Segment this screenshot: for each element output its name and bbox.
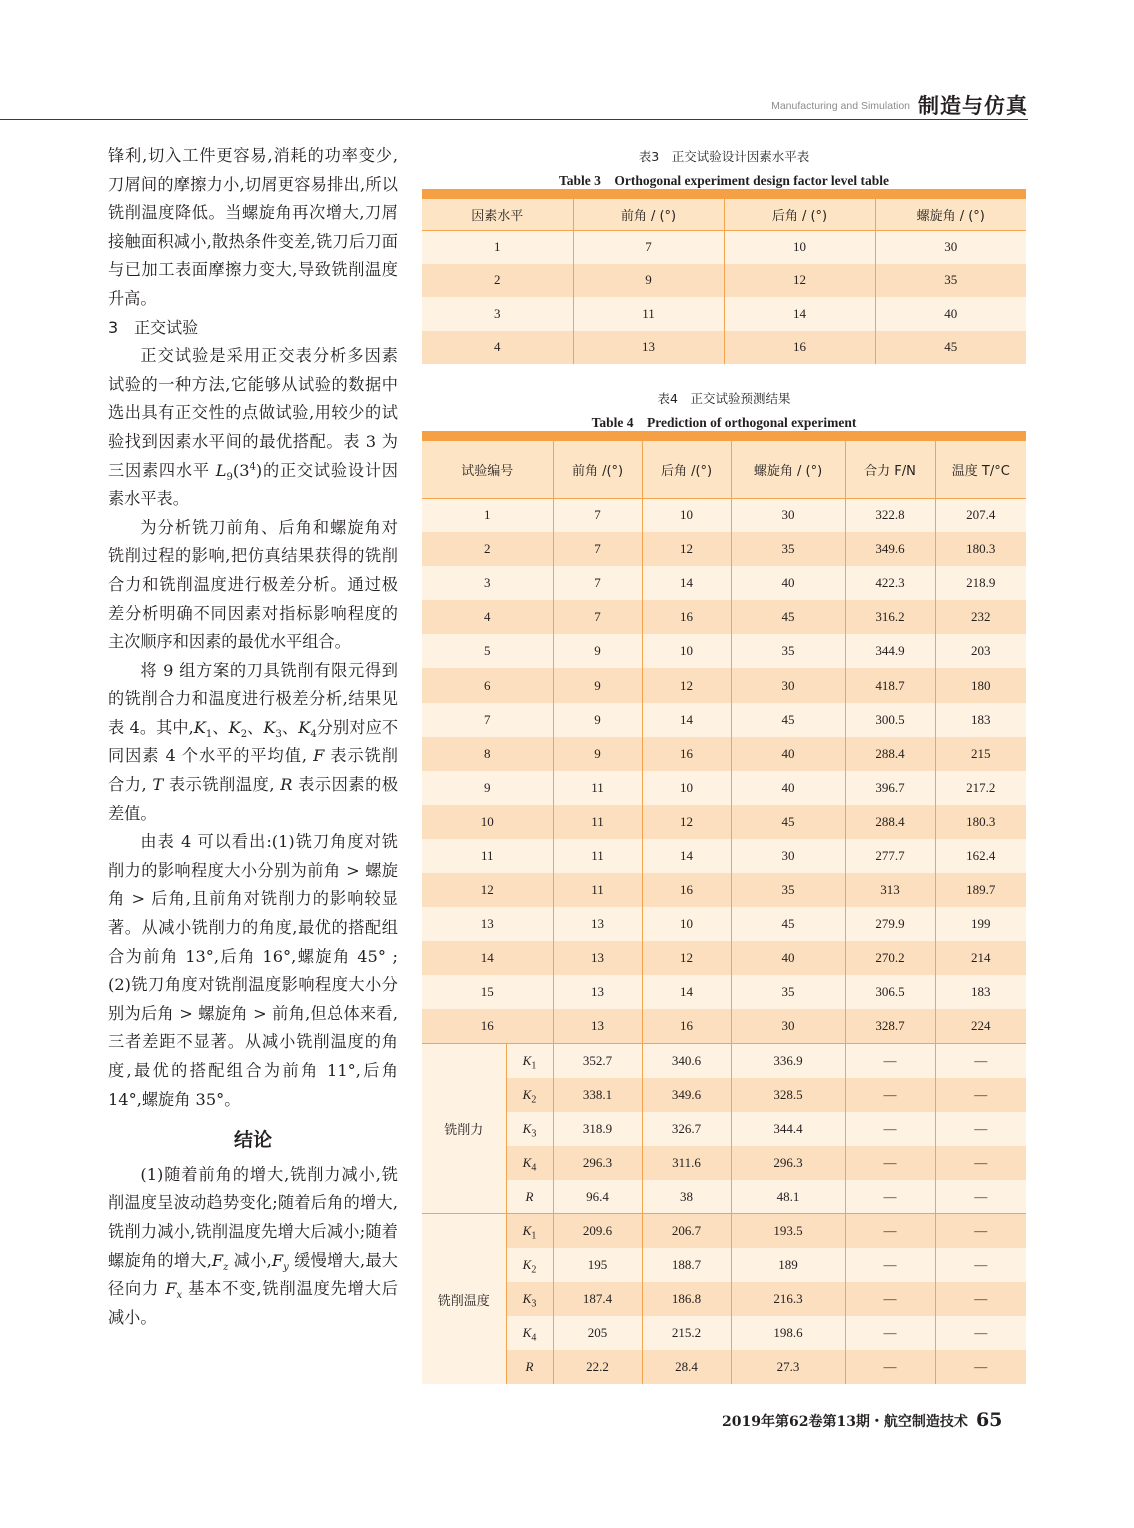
table-cell: 30 [731, 839, 845, 873]
table-cell: 16 [724, 331, 875, 365]
table-cell: 326.7 [642, 1112, 731, 1146]
table-cell: 15 [422, 975, 553, 1009]
table-cell: 14 [642, 975, 731, 1009]
table4-caption-en: Table 4 Prediction of orthogonal experiment [591, 415, 857, 430]
table3-top-bar [422, 189, 1026, 199]
table-cell: 322.8 [845, 498, 935, 532]
table-cell: 422.3 [845, 566, 935, 600]
table-cell: 338.1 [553, 1078, 642, 1112]
table4-row [422, 532, 1026, 566]
table3-factor-levels [422, 199, 1026, 364]
table4-stat-symbol: $K_3$ [506, 1282, 553, 1316]
table-cell: 30 [731, 1009, 845, 1043]
table4-header-cell: 后角 /(°) [642, 441, 731, 498]
table-cell: — [935, 1350, 1026, 1384]
table-cell: 30 [731, 498, 845, 532]
running-header-chinese: 制造与仿真 [918, 94, 1028, 118]
table-cell: 328.5 [731, 1078, 845, 1112]
table-cell: 40 [731, 941, 845, 975]
table4-header-cell: 螺旋角 / (°) [731, 441, 845, 498]
table-cell: 9 [573, 264, 724, 298]
header-rule [0, 119, 1028, 120]
table-cell: 215 [935, 737, 1026, 771]
paragraph-range-analysis: 为分析铣刀前角、后角和螺旋角对铣削过程的影响,把仿真结果获得的铣削合力和铣削温度进行极差分析。通过极差分析明确不同因素对指标影响程度的主次顺序和因素的最优水平组合。 [108, 517, 398, 652]
table-cell: — [935, 1282, 1026, 1316]
table-cell: 4 [422, 600, 553, 634]
table-cell: 30 [731, 668, 845, 702]
conclusion-heading: 结论 [233, 1129, 272, 1152]
table4-summary-row [422, 1248, 1026, 1282]
table-cell: 40 [731, 737, 845, 771]
table4-stat-symbol: $K_2$ [506, 1248, 553, 1282]
table-cell: 214 [935, 941, 1026, 975]
table4-top-bar [422, 431, 1026, 441]
table3-header-cell: 因素水平 [422, 199, 573, 230]
table4-row [422, 498, 1026, 532]
table4-summary-row [422, 1112, 1026, 1146]
table4-summary-row [422, 1180, 1026, 1214]
table-cell: 349.6 [845, 532, 935, 566]
table4-group-label: 铣削力 [422, 1044, 506, 1214]
table-cell: 418.7 [845, 668, 935, 702]
table4-header-cell: 合力 F/N [845, 441, 935, 498]
table-cell: — [935, 1078, 1026, 1112]
table-cell: 187.4 [553, 1282, 642, 1316]
table-cell: — [845, 1078, 935, 1112]
table-cell: 45 [731, 703, 845, 737]
table-cell: — [845, 1112, 935, 1146]
table-cell: 11 [553, 805, 642, 839]
table3-header-cell: 前角 / (°) [573, 199, 724, 230]
table4-summary-row [422, 1350, 1026, 1384]
table-cell: 296.3 [553, 1146, 642, 1180]
table-cell: — [935, 1316, 1026, 1350]
table-cell: 12 [642, 532, 731, 566]
table-cell: 22.2 [553, 1350, 642, 1384]
table-cell: 344.9 [845, 634, 935, 668]
table-cell: 162.4 [935, 839, 1026, 873]
table4-header-cell: 试验编号 [422, 441, 553, 498]
table-cell: 40 [731, 566, 845, 600]
table-cell: 203 [935, 634, 1026, 668]
table-cell: — [935, 1044, 1026, 1078]
table-cell: 396.7 [845, 771, 935, 805]
table-cell: — [845, 1350, 935, 1384]
table4-stat-symbol: $K_1$ [506, 1214, 553, 1248]
table-cell: 198.6 [731, 1316, 845, 1350]
table-cell: 10 [642, 771, 731, 805]
table-cell: — [845, 1044, 935, 1078]
table-cell: 14 [422, 941, 553, 975]
table-cell: 277.7 [845, 839, 935, 873]
table-cell: 45 [731, 600, 845, 634]
table4-row [422, 907, 1026, 941]
table-cell: 13 [553, 941, 642, 975]
table-cell: 27.3 [731, 1350, 845, 1384]
table-cell: — [935, 1180, 1026, 1214]
table-cell: 7 [553, 498, 642, 532]
table-cell: 344.4 [731, 1112, 845, 1146]
table-cell: 328.7 [845, 1009, 935, 1043]
table4-summary-row [422, 1044, 1026, 1078]
table4-row [422, 703, 1026, 737]
table-cell: 288.4 [845, 737, 935, 771]
table4-group-label: 铣削温度 [422, 1214, 506, 1384]
table-cell: 11 [553, 839, 642, 873]
table4-row [422, 771, 1026, 805]
table-cell: 45 [875, 331, 1026, 365]
table-cell: 10 [724, 230, 875, 264]
table-cell: 12 [724, 264, 875, 298]
table-cell: 206.7 [642, 1214, 731, 1248]
table4-row [422, 737, 1026, 771]
table4-stat-symbol: $K_4$ [506, 1146, 553, 1180]
table-cell: 9 [553, 668, 642, 702]
table-cell: 38 [642, 1180, 731, 1214]
table4-row [422, 668, 1026, 702]
table-cell: 14 [642, 703, 731, 737]
table-cell: 199 [935, 907, 1026, 941]
table-cell: 2 [422, 532, 553, 566]
table-cell: 13 [553, 1009, 642, 1043]
table-cell: 7 [553, 532, 642, 566]
table-cell: 311.6 [642, 1146, 731, 1180]
table-cell: 188.7 [642, 1248, 731, 1282]
table3-row [422, 230, 1026, 264]
table-cell: 12 [642, 668, 731, 702]
table-cell: — [935, 1214, 1026, 1248]
table-cell: 14 [642, 566, 731, 600]
table-cell: — [845, 1214, 935, 1248]
table-cell: 10 [422, 805, 553, 839]
table4-row [422, 805, 1026, 839]
table4-row [422, 941, 1026, 975]
table-cell: 2 [422, 264, 573, 298]
table-cell: 352.7 [553, 1044, 642, 1078]
paragraph-continued: 锋利,切入工件更容易,消耗的功率变少,刀屑间的摩擦力小,切屑更容易排出,所以铣削温度降低。当螺旋角再次增大,刀屑接触面积减小,散热条件变差,铣刀后刀面与已加工表面摩擦力变大,导致铣削温度升高。 [108, 146, 398, 308]
table-cell: 16 [642, 1009, 731, 1043]
table-cell: 16 [642, 873, 731, 907]
table4-row [422, 600, 1026, 634]
table-cell: 218.9 [935, 566, 1026, 600]
table-cell: 313 [845, 873, 935, 907]
table-cell: 48.1 [731, 1180, 845, 1214]
table-cell: 316.2 [845, 600, 935, 634]
table-cell: 336.9 [731, 1044, 845, 1078]
table-cell: 189 [731, 1248, 845, 1282]
table-cell: 11 [553, 873, 642, 907]
table4-stat-symbol: $K_3$ [506, 1112, 553, 1146]
table-cell: — [845, 1248, 935, 1282]
table4-stat-symbol: $K_2$ [506, 1078, 553, 1112]
table-cell: 9 [553, 703, 642, 737]
table-cell: — [935, 1248, 1026, 1282]
table-cell: 7 [553, 600, 642, 634]
table-cell: 186.8 [642, 1282, 731, 1316]
table4-caption-zh: 表4 正交试验预测结果 [657, 391, 791, 406]
table-cell: 12 [422, 873, 553, 907]
table-cell: 45 [731, 907, 845, 941]
table4-stat-symbol: $K_4$ [506, 1316, 553, 1350]
table-cell: 1 [422, 230, 573, 264]
table4-header-cell: 温度 T/°C [935, 441, 1026, 498]
table4-prediction-results [422, 441, 1026, 1384]
section-heading-3: 3 正交试验 [108, 317, 199, 337]
table4-summary-row [422, 1214, 1026, 1248]
table-cell: 40 [875, 297, 1026, 331]
table-cell: — [845, 1180, 935, 1214]
table-cell: 318.9 [553, 1112, 642, 1146]
table4-stat-symbol: $K_1$ [506, 1044, 553, 1078]
table-cell: 35 [731, 532, 845, 566]
table-cell: 8 [422, 737, 553, 771]
table-cell: 9 [553, 737, 642, 771]
table4-stat-symbol: R [506, 1180, 553, 1214]
table-cell: 3 [422, 566, 553, 600]
table-cell: 6 [422, 668, 553, 702]
table-cell: 300.5 [845, 703, 935, 737]
table-cell: 13 [553, 975, 642, 1009]
table-cell: 14 [724, 297, 875, 331]
table-cell: 28.4 [642, 1350, 731, 1384]
table3-caption-zh: 表3 正交试验设计因素水平表 [638, 149, 810, 164]
table3-caption-en: Table 3 Orthogonal experiment design factor level table [559, 173, 889, 188]
table-cell: — [935, 1112, 1026, 1146]
table-cell: 35 [875, 264, 1026, 298]
table4-row [422, 566, 1026, 600]
table-cell: 349.6 [642, 1078, 731, 1112]
table-cell: 215.2 [642, 1316, 731, 1350]
table-cell: 40 [731, 771, 845, 805]
paragraph-conclusion-1: (1)随着前角的增大,铣削力减小,铣削温度呈波动趋势变化;随着后角的增大,铣削力减小,铣削温度先增大后减小;随着螺旋角的增大$,F_z$ 减小$,F_y$ 缓慢增大,最大径向力 $F_x$ 基本不变,铣削温度先增大后减小。 [108, 1164, 398, 1327]
table-cell: 35 [731, 975, 845, 1009]
table-cell: 189.7 [935, 873, 1026, 907]
table-cell: — [845, 1146, 935, 1180]
journal-citation: 2019年第62卷第13期・航空制造技术 [722, 1414, 968, 1430]
table-cell: 35 [731, 873, 845, 907]
table-cell: 11 [573, 297, 724, 331]
table-cell: 16 [642, 737, 731, 771]
table-cell: 232 [935, 600, 1026, 634]
table3-row [422, 297, 1026, 331]
table-cell: 16 [642, 600, 731, 634]
table3-row [422, 331, 1026, 365]
table-cell: 35 [731, 634, 845, 668]
table3-header-cell: 螺旋角 / (°) [875, 199, 1026, 230]
table-cell: 7 [422, 703, 553, 737]
table-cell: 7 [573, 230, 724, 264]
table-cell: 296.3 [731, 1146, 845, 1180]
table-cell: 180.3 [935, 532, 1026, 566]
table-cell: 180 [935, 668, 1026, 702]
table-cell: 270.2 [845, 941, 935, 975]
table4-row [422, 873, 1026, 907]
table4-summary-row [422, 1078, 1026, 1112]
table-cell: 7 [553, 566, 642, 600]
table-cell: 30 [875, 230, 1026, 264]
table-cell: 180.3 [935, 805, 1026, 839]
table4-summary-row [422, 1282, 1026, 1316]
table4-row [422, 634, 1026, 668]
table-cell: 16 [422, 1009, 553, 1043]
table-cell: 183 [935, 975, 1026, 1009]
page-number: 65 [975, 1409, 1003, 1431]
table-cell: 224 [935, 1009, 1026, 1043]
table-cell: 340.6 [642, 1044, 731, 1078]
table-cell: 209.6 [553, 1214, 642, 1248]
table-cell: 12 [642, 805, 731, 839]
table4-summary-row [422, 1146, 1026, 1180]
table-cell: — [845, 1316, 935, 1350]
table-cell: 1 [422, 498, 553, 532]
table-cell: 10 [642, 498, 731, 532]
table-cell: 9 [553, 634, 642, 668]
page-footer [722, 1409, 1002, 1431]
paragraph-orthogonal-intro: 正交试验是采用正交表分析多因素试验的一种方法,它能够从试验的数据中选出具有正交性的点做试验,用较少的试验找到因素水平间的最优搭配。表 3 为三因素四水平 $L_9(3^4)$的正交试验设计因素水平表。 [108, 346, 398, 509]
table-cell: 13 [553, 907, 642, 941]
table-cell: 12 [642, 941, 731, 975]
table4-row [422, 1009, 1026, 1043]
table-cell: 11 [422, 839, 553, 873]
table-cell: 4 [422, 331, 573, 365]
body-text-column [108, 142, 398, 1332]
table-cell: 11 [553, 771, 642, 805]
table-cell: 205 [553, 1316, 642, 1350]
table-cell: 3 [422, 297, 573, 331]
table4-header-cell: 前角 /(°) [553, 441, 642, 498]
table-cell: 10 [642, 907, 731, 941]
table3-row [422, 264, 1026, 298]
table-cell: 207.4 [935, 498, 1026, 532]
table-cell: 279.9 [845, 907, 935, 941]
table-cell: 306.5 [845, 975, 935, 1009]
table4-stat-symbol: R [506, 1350, 553, 1384]
table-cell: 288.4 [845, 805, 935, 839]
table-cell: 183 [935, 703, 1026, 737]
paragraph-findings: 由表 4 可以看出:(1)铣刀角度对铣削力的影响程度大小分别为前角 > 螺旋角 > 后角,且前角对铣削力的影响较显著。从减小铣削力的角度,最优的搭配组合为前角 13°,后角 16°,螺旋角 45° ;(2)铣刀角度对铣削温度影响程度大小分别为后角 > 螺旋角 > 前角,但总体来看,三者差距不显著。从减小铣削温度的角度,最优的搭配组合为前角 11°,后角 14°,螺旋角 35°。 [108, 832, 398, 1109]
table-cell: 9 [422, 771, 553, 805]
table-cell: 14 [642, 839, 731, 873]
table-cell: 96.4 [553, 1180, 642, 1214]
table-cell: — [935, 1146, 1026, 1180]
table-cell: 195 [553, 1248, 642, 1282]
table-cell: 193.5 [731, 1214, 845, 1248]
running-header-english: Manufacturing and Simulation [771, 100, 910, 112]
table-cell: 5 [422, 634, 553, 668]
table3-header-cell: 后角 / (°) [724, 199, 875, 230]
table-cell: 13 [422, 907, 553, 941]
table4-summary-row [422, 1316, 1026, 1350]
table-cell: 13 [573, 331, 724, 365]
table-cell: 45 [731, 805, 845, 839]
table-cell: 216.3 [731, 1282, 845, 1316]
table-cell: — [845, 1282, 935, 1316]
table-cell: 217.2 [935, 771, 1026, 805]
table4-row [422, 975, 1026, 1009]
paragraph-table4-intro: 将 9 组方案的刀具铣削有限元得到的铣削合力和温度进行极差分析,结果见表 4。其中$,K_1$、$K_2$、$K_3$、$K_4$分别对应不同因素 4 个水平的平均值, F 表示铣削合力, T 表示铣削温度, R 表示因素的极差值。 [108, 660, 399, 823]
table4-row [422, 839, 1026, 873]
table-cell: 10 [642, 634, 731, 668]
